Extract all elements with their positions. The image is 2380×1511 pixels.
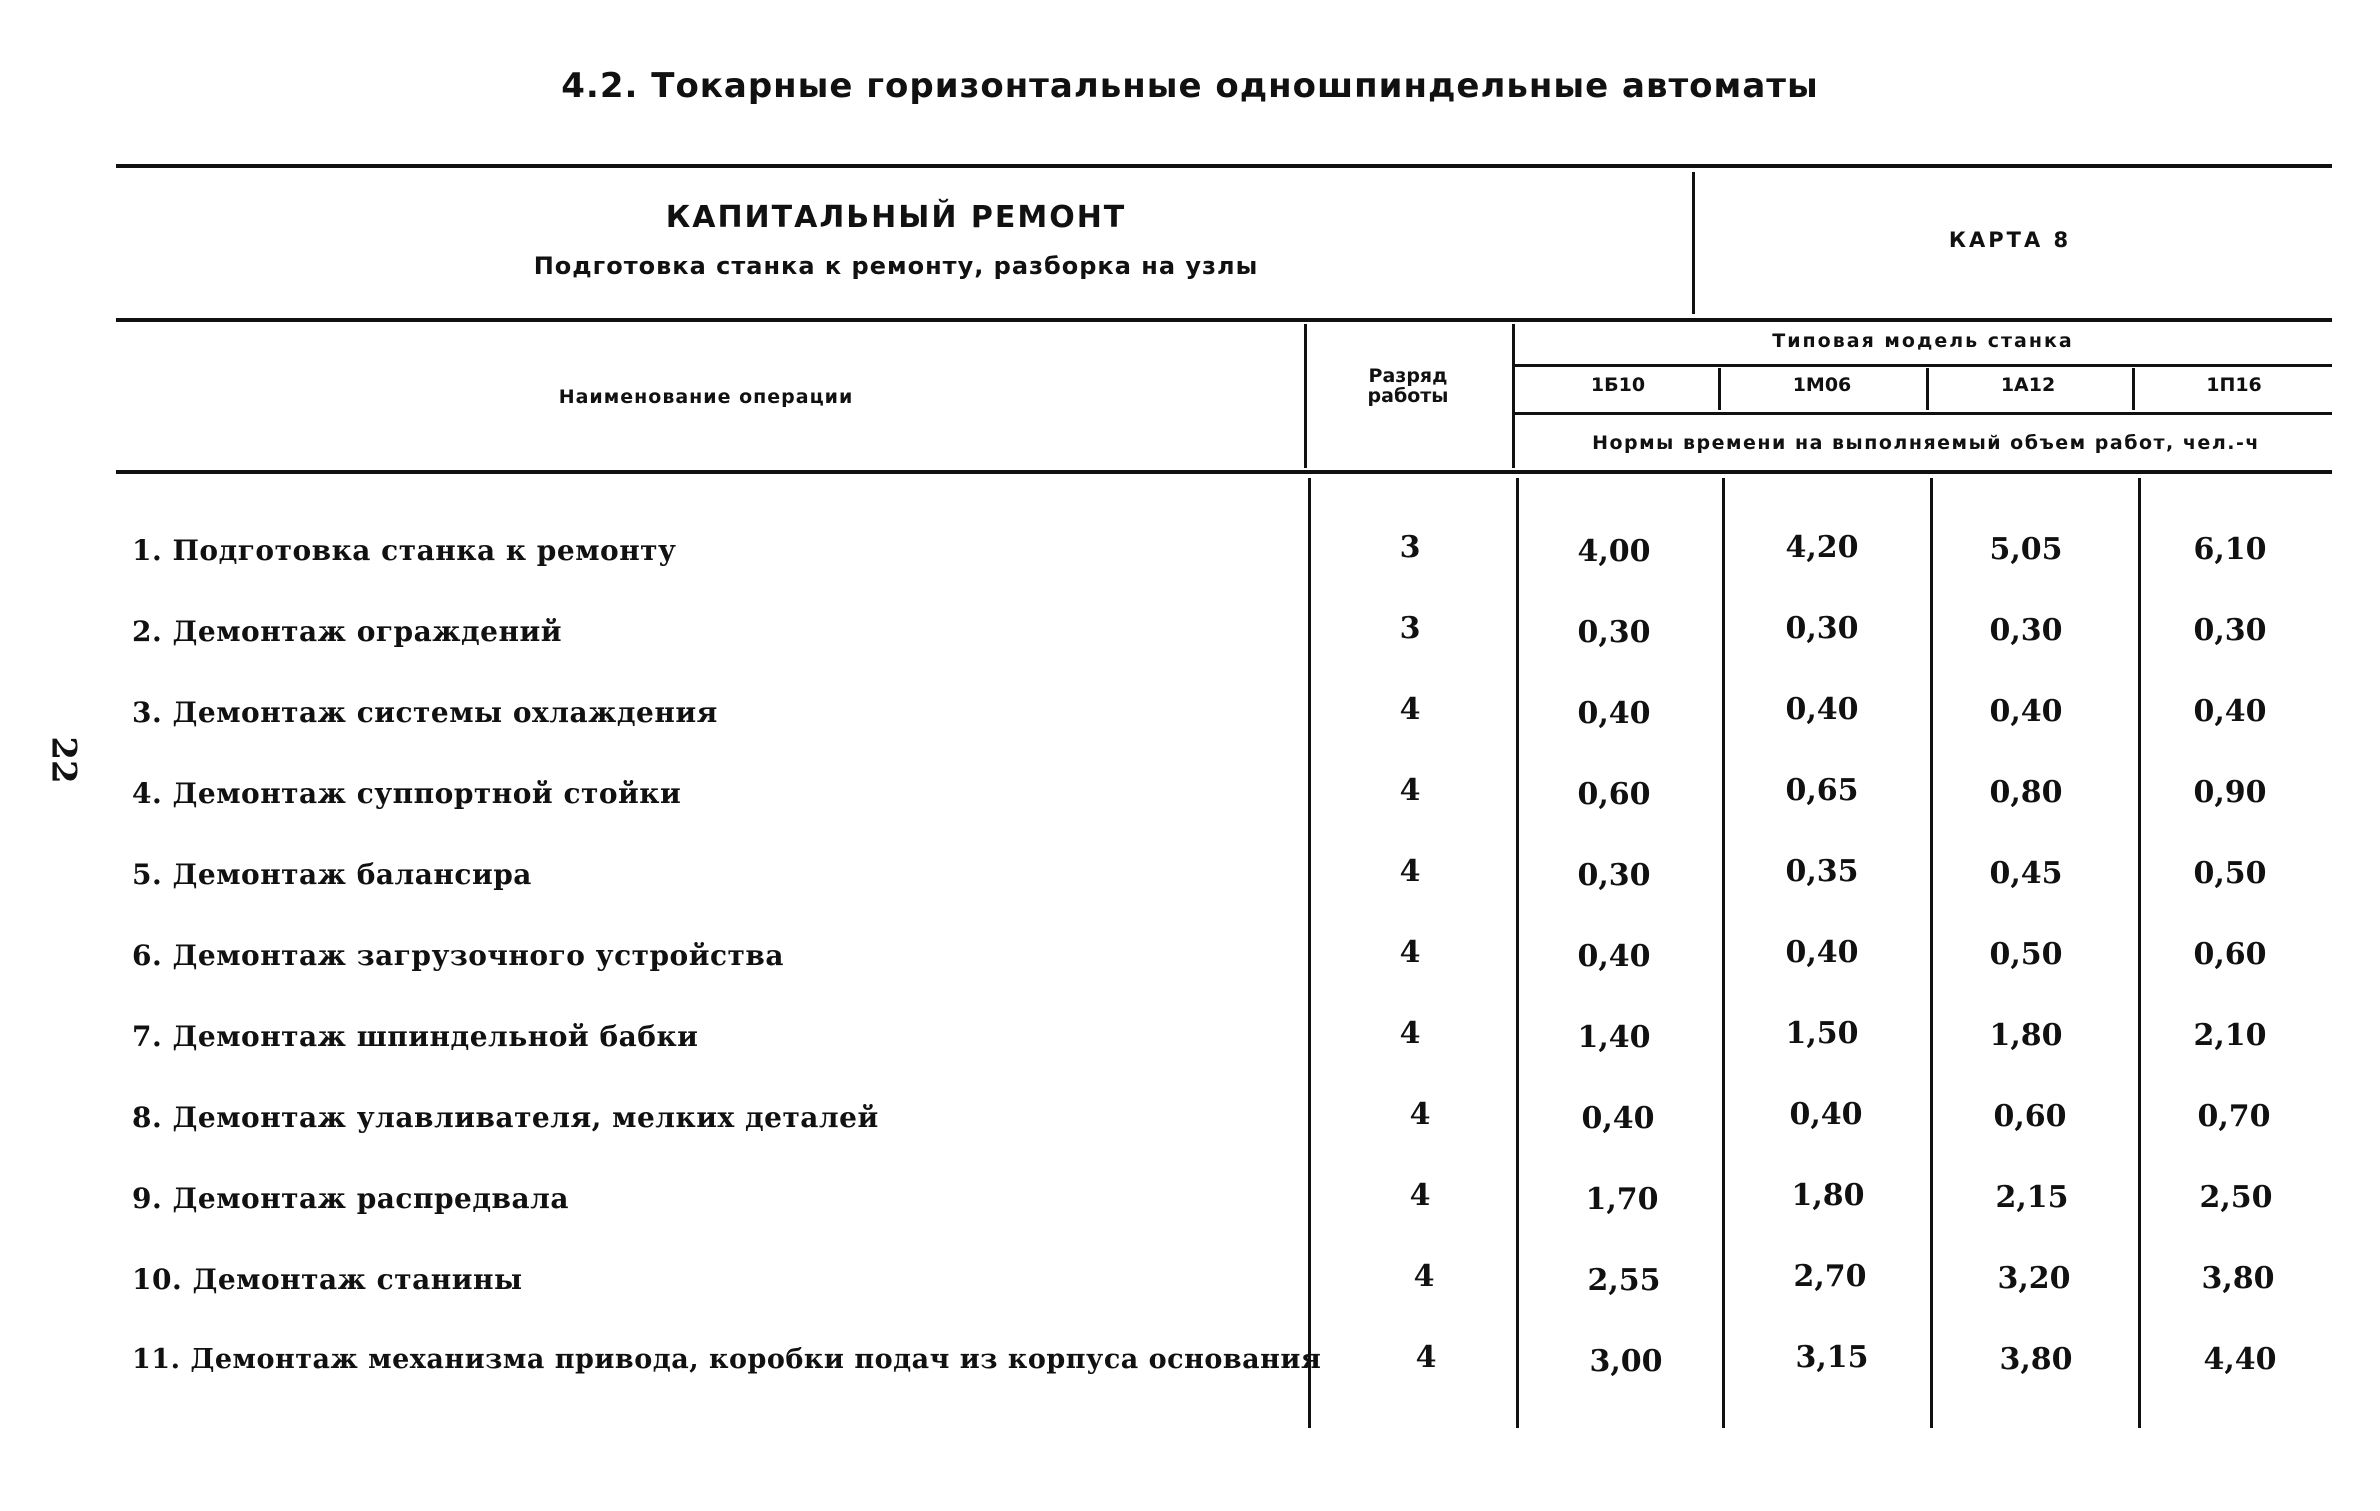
row-grade: 4	[1409, 1097, 1431, 1132]
row-grade: 3	[1399, 530, 1421, 565]
row-value-1p16: 0,60	[2193, 937, 2267, 972]
document-title: 4.2. Токарные горизонтальные одношпиндельные автоматы	[561, 66, 1819, 106]
row-value-1m06: 0,40	[1789, 1097, 1863, 1132]
row-value-1a12: 0,60	[1993, 1099, 2067, 1134]
header-main-title: КАПИТАЛЬНЫЙ РЕМОНТ	[665, 200, 1127, 235]
rule-models-top	[1514, 364, 2332, 367]
row-value-1m06: 0,40	[1785, 935, 1859, 970]
row-value-1m06: 0,65	[1785, 773, 1859, 808]
row-grade: 4	[1399, 1016, 1421, 1051]
row-operation-name: 2. Демонтаж ограждений	[132, 615, 563, 648]
row-value-1m06: 1,80	[1791, 1178, 1865, 1213]
rule-colhead-bottom	[116, 470, 2332, 474]
row-value-1b10: 1,40	[1577, 1020, 1651, 1055]
row-grade: 4	[1415, 1340, 1437, 1375]
row-value-1a12: 1,80	[1989, 1018, 2063, 1053]
row-value-1p16: 0,30	[2193, 613, 2267, 648]
row-operation-name: 7. Демонтаж шпиндельной бабки	[132, 1020, 699, 1053]
row-value-1a12: 0,50	[1989, 937, 2063, 972]
model-header-1: 1Б10	[1590, 374, 1646, 396]
row-value-1m06: 2,70	[1793, 1259, 1867, 1294]
row-value-1p16: 0,40	[2193, 694, 2267, 729]
row-value-1m06: 3,15	[1795, 1340, 1869, 1375]
row-grade: 4	[1399, 854, 1421, 889]
row-value-1a12: 0,40	[1989, 694, 2063, 729]
row-value-1p16: 6,10	[2193, 532, 2267, 567]
row-operation-name: 1. Подготовка станка к ремонту	[132, 534, 677, 567]
row-value-1p16: 0,50	[2193, 856, 2267, 891]
row-operation-name: 3. Демонтаж системы охлаждения	[132, 696, 718, 729]
row-value-1m06: 4,20	[1785, 530, 1859, 565]
row-value-1a12: 0,30	[1989, 613, 2063, 648]
row-value-1a12: 0,45	[1989, 856, 2063, 891]
row-value-1b10: 0,60	[1577, 777, 1651, 812]
col-operation-header: Наименование операции	[558, 386, 854, 408]
col-grade-header: Разряд работы	[1367, 365, 1449, 407]
row-operation-name: 8. Демонтаж улавливателя, мелких деталей	[132, 1101, 879, 1134]
row-value-1a12: 0,80	[1989, 775, 2063, 810]
row-value-1b10: 3,00	[1589, 1344, 1663, 1379]
model-header-3: 1А12	[2000, 374, 2056, 396]
row-value-1m06: 0,35	[1785, 854, 1859, 889]
row-value-1a12: 5,05	[1989, 532, 2063, 567]
header-subtitle: Подготовка станка к ремонту, разборка на узлы	[533, 252, 1259, 280]
rule-grade-left-head	[1304, 324, 1307, 468]
rule-col-sep-3	[2138, 478, 2141, 1428]
row-value-1b10: 0,30	[1577, 858, 1651, 893]
row-value-1p16: 4,40	[2203, 1342, 2277, 1377]
rule-model-sep-1	[1718, 368, 1721, 410]
row-value-1b10: 1,70	[1585, 1182, 1659, 1217]
row-value-1p16: 0,90	[2193, 775, 2267, 810]
rule-col-sep-1	[1722, 478, 1725, 1428]
row-operation-name: 11. Демонтаж механизма привода, коробки подач из корпуса основания	[132, 1344, 1322, 1375]
row-operation-name: 10. Демонтаж станины	[132, 1263, 523, 1296]
row-value-1b10: 0,40	[1577, 696, 1651, 731]
row-value-1p16: 3,80	[2201, 1261, 2275, 1296]
row-operation-name: 9. Демонтаж распредвала	[132, 1182, 569, 1215]
row-grade: 4	[1409, 1178, 1431, 1213]
row-value-1m06: 0,30	[1785, 611, 1859, 646]
row-value-1b10: 0,40	[1577, 939, 1651, 974]
rule-col-sep-2	[1930, 478, 1933, 1428]
rule-values-left-body	[1516, 478, 1519, 1428]
card-number: КАРТА 8	[1948, 228, 2072, 252]
rule-grade-left-body	[1308, 478, 1311, 1428]
row-value-1p16: 2,10	[2193, 1018, 2267, 1053]
row-value-1p16: 0,70	[2197, 1099, 2271, 1134]
row-value-1b10: 0,30	[1577, 615, 1651, 650]
model-header-4: 1П16	[2206, 374, 2262, 396]
col-norms-header: Нормы времени на выполняемый объем работ, чел.-ч	[1592, 432, 2260, 454]
row-operation-name: 5. Демонтаж балансира	[132, 858, 532, 891]
col-model-group-header: Типовая модель станка	[1772, 330, 2074, 352]
row-value-1a12: 3,20	[1997, 1261, 2071, 1296]
row-grade: 3	[1399, 611, 1421, 646]
rule-models-bottom	[1514, 412, 2332, 415]
row-grade: 4	[1413, 1259, 1435, 1294]
page-number: 22	[43, 736, 84, 784]
rule-top	[116, 164, 2332, 168]
row-value-1b10: 2,55	[1587, 1263, 1661, 1298]
model-header-2: 1М06	[1792, 374, 1852, 396]
row-value-1m06: 0,40	[1785, 692, 1859, 727]
row-value-1b10: 0,40	[1581, 1101, 1655, 1136]
rule-header-bottom	[116, 318, 2332, 322]
row-value-1a12: 2,15	[1995, 1180, 2069, 1215]
row-operation-name: 6. Демонтаж загрузочного устройства	[132, 939, 784, 972]
row-value-1m06: 1,50	[1785, 1016, 1859, 1051]
row-value-1p16: 2,50	[2199, 1180, 2273, 1215]
row-grade: 4	[1399, 935, 1421, 970]
row-operation-name: 4. Демонтаж суппортной стойки	[132, 777, 682, 810]
row-value-1a12: 3,80	[1999, 1342, 2073, 1377]
row-grade: 4	[1399, 692, 1421, 727]
row-value-1b10: 4,00	[1577, 534, 1651, 569]
row-grade: 4	[1399, 773, 1421, 808]
